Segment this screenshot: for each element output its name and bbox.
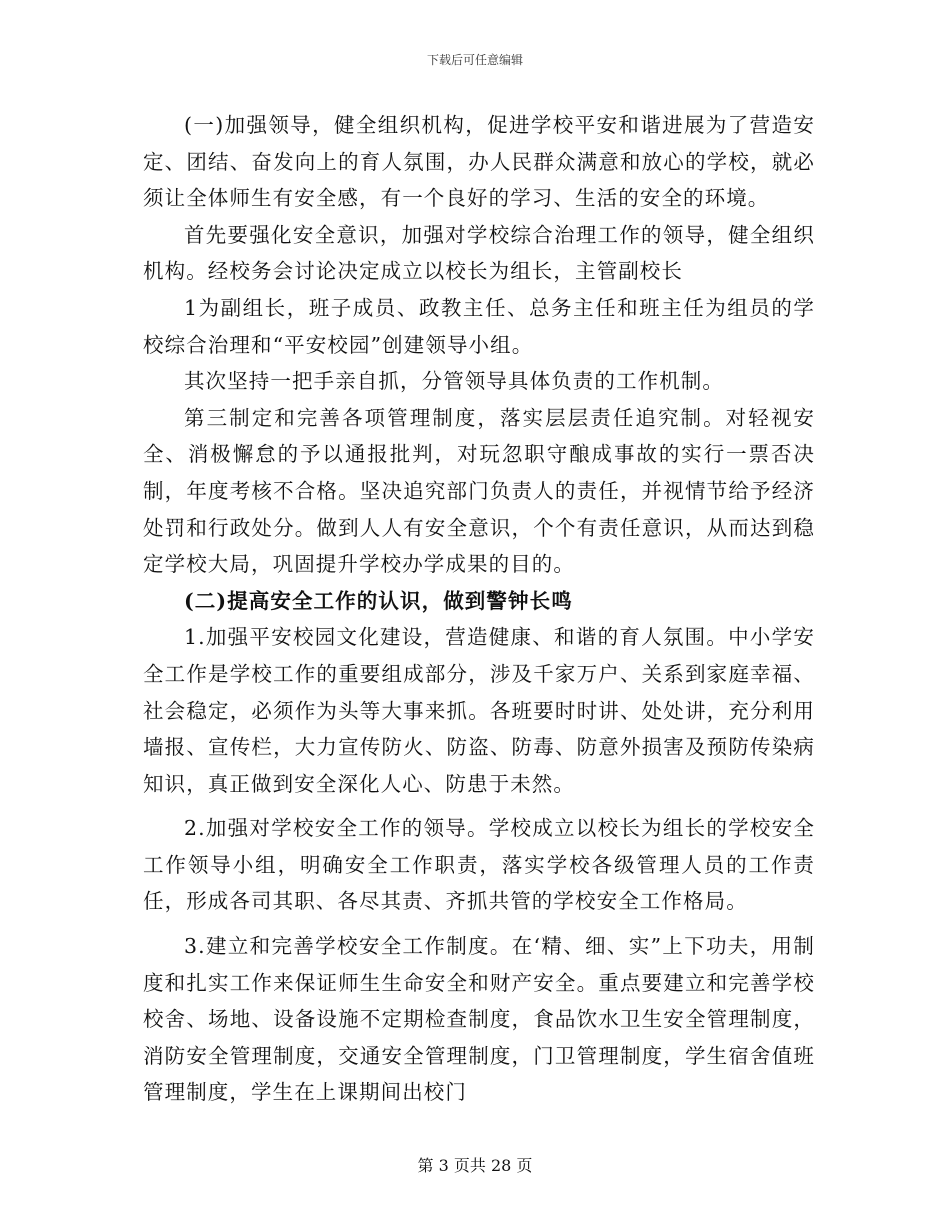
page-header: 下载后可任意编辑 — [426, 53, 523, 67]
paragraph-safety-awareness: 首先要强化安全意识，加强对学校综合治理工作的领导，健全组织机构。经校务会讨论决定成立以校长为组长，主管副校长 — [143, 222, 815, 284]
paragraph-section-one: (一)加强领导，健全组织机构，促进学校平安和谐进展为了营造安定、团结、奋发向上的育人氛围，办人民群众满意和放心的学校，就必须让全体师生有安全感，有一个良好的学习、生活的安全的环境。 — [143, 113, 815, 211]
paragraph-leadership-group: 1为副组长，班子成员、政教主任、总务主任和班主任为组员的学校综合治理和“平安校园”创建领导小组。 — [143, 295, 815, 357]
page-footer: 第 3 页共 28 页 — [417, 1156, 533, 1175]
paragraph-work-mechanism: 其次坚持一把手亲自抓，分管领导具体负责的工作机制。 — [184, 369, 724, 394]
document-body — [143, 107, 815, 1111]
paragraph-item-2: 2.加强对学校安全工作的领导。学校成立以校长为组长的学校安全工作领导小组，明确安全工作职责，落实学校各级管理人员的工作责任，形成各司其职、各尽其责、齐抓共管的学校安全工作格局。 — [143, 816, 815, 914]
section-heading-two: (二)提高安全工作的认识，做到警钟长鸣 — [184, 588, 573, 613]
paragraph-item-1: 1.加强平安校园文化建设，营造健康、和谐的育人氛围。中小学安全工作是学校工作的重要组成部分，涉及千家万户、关系到家庭幸福、社会稳定，必须作为头等大事来抓。各班要时时讲、处处讲，充分利用墙报、宣传栏，大力宣传防火、防盗、防毒、防意外损害及预防传染病知识，真正做到安全深化人心、防患于未然。 — [143, 625, 815, 796]
paragraph-management-system: 第三制定和完善各项管理制度，落实层层责任追究制。对轻视安全、消极懈怠的予以通报批判，对玩忽职守酿成事故的实行一票否决制，年度考核不合格。坚决追究部门负责人的责任，并视情节给予经济处罚和行政处分。做到人人有安全意识，个个有责任意识，从而达到稳定学校大局，巩固提升学校办学成果的目的。 — [143, 405, 815, 577]
paragraph-item-3: 3.建立和完善学校安全工作制度。在‘精、细、实”上下功夫，用制度和扎实工作来保证师生生命安全和财产安全。重点要建立和完善学校校舍、场地、设备设施不定期检查制度，食品饮水卫生安全管理制度，消防安全管理制度，交通安全管理制度，门卫管理制度，学生宿舍值班管理制度，学生在上课期间出校门 — [143, 934, 815, 1105]
